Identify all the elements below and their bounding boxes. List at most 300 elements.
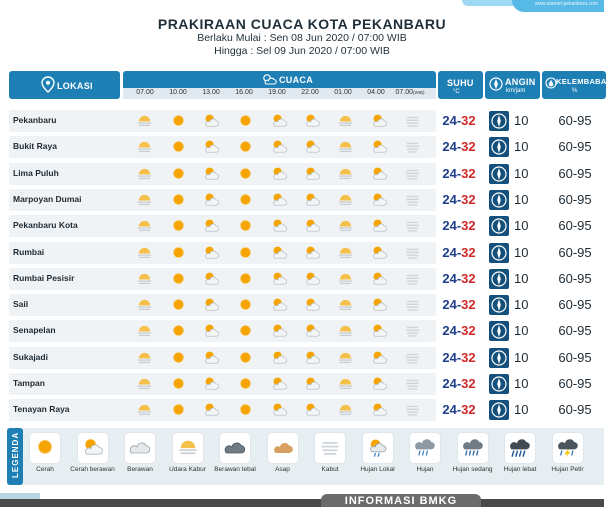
- time-label: 10.00: [169, 89, 187, 96]
- cerah-icon: [170, 271, 187, 287]
- weather-cell: [271, 113, 288, 129]
- weather-cell: [337, 297, 354, 313]
- header-angin-label: ANGIN: [505, 77, 536, 87]
- temp-max: 32: [461, 191, 476, 207]
- udara-kabur-icon: [136, 271, 153, 287]
- weather-cell: [170, 245, 187, 261]
- hujan-lokal-icon: [367, 437, 389, 458]
- udara-kabur-icon: [337, 192, 354, 208]
- legend-label: Hujan: [416, 466, 434, 473]
- udara-kabur-icon: [337, 271, 354, 287]
- temp-max: 32: [461, 218, 476, 234]
- weather-cell: [136, 402, 153, 418]
- location-name: Rumbai Pesisir: [13, 272, 75, 283]
- title-block: [0, 16, 604, 58]
- cerah-berawan-icon: [304, 139, 321, 155]
- kabut-icon: [404, 271, 421, 287]
- udara-kabur-icon: [177, 437, 199, 458]
- cerah-icon: [170, 166, 187, 182]
- temperature: [436, 242, 482, 264]
- table-row: [9, 110, 604, 132]
- kabut-icon: [404, 192, 421, 208]
- weather-cell: [337, 402, 354, 418]
- informasi-bmkg-button[interactable]: INFORMASI BMKG: [321, 494, 481, 507]
- kabut-icon: [404, 139, 421, 155]
- humidity: 60-95: [558, 139, 592, 155]
- location-name: Tenayan Raya: [13, 404, 70, 415]
- weather-cell: [304, 323, 321, 339]
- table-row: [9, 294, 604, 316]
- cerah-berawan-icon: [371, 350, 388, 366]
- udara-kabur-icon: [337, 166, 354, 182]
- weather-cell: [304, 166, 321, 182]
- cerah-berawan-icon: [304, 350, 321, 366]
- valid-from: Berlaku Mulai : Sen 08 Jun 2020 / 07:00 WIB: [197, 32, 407, 44]
- udara-kabur-icon: [337, 297, 354, 313]
- cerah-icon: [170, 245, 187, 261]
- weather-cell: [170, 113, 187, 129]
- site-url: www.stamet-pekanbaru.com: [534, 1, 598, 7]
- wind-direction-icon: [489, 321, 509, 341]
- weather-cell: [371, 402, 388, 418]
- temp-separator: -: [456, 323, 462, 339]
- table-row: [9, 136, 604, 158]
- weather-cell: [304, 113, 321, 129]
- table-row: [9, 320, 604, 342]
- temp-separator: -: [456, 376, 462, 391]
- wind-direction-icon: [489, 137, 509, 157]
- legend: [7, 428, 604, 485]
- compass-icon: [489, 190, 509, 210]
- weather-cell: [371, 139, 388, 155]
- legend-icon-box: [30, 433, 60, 463]
- weather-cell: [203, 402, 220, 418]
- compass-icon: [489, 111, 509, 131]
- legend-icon-box: [315, 433, 345, 463]
- humidity: 60-95: [558, 244, 592, 260]
- legend-label: Cerah: [36, 466, 54, 473]
- weather-cell: [170, 166, 187, 182]
- legend-label: Hujan Petir: [551, 466, 584, 473]
- weather-cell: [304, 218, 321, 234]
- temp-max: 32: [461, 376, 476, 391]
- weather-cell: [337, 323, 354, 339]
- legend-label: Berawan: [127, 466, 153, 473]
- legend-item: [69, 433, 117, 473]
- cerah-berawan-icon: [304, 376, 321, 392]
- cerah-berawan-icon: [271, 113, 288, 129]
- weather-cell: [170, 376, 187, 392]
- wind-direction-icon: [489, 216, 509, 236]
- weather-cell: [203, 113, 220, 129]
- legend-label: Hujan sedang: [452, 466, 493, 473]
- legend-item: [354, 433, 402, 473]
- udara-kabur-icon: [337, 245, 354, 261]
- udara-kabur-icon: [136, 166, 153, 182]
- weather-cell: [237, 402, 254, 418]
- weather-cell: [170, 323, 187, 339]
- humidity: 60-95: [558, 376, 592, 391]
- cerah-berawan-icon: [371, 113, 388, 129]
- header-suhu-label: SUHU: [447, 78, 474, 88]
- time-label: 01.00: [334, 89, 352, 96]
- header-angin-unit: km/jam: [506, 88, 526, 94]
- wind-direction-icon: [489, 243, 509, 263]
- time-label: 22.00: [301, 89, 319, 96]
- udara-kabur-icon: [337, 402, 354, 418]
- time-label: 04.00: [367, 89, 385, 96]
- cerah-icon: [170, 218, 187, 234]
- temperature: [436, 110, 482, 132]
- weather-cell: [271, 376, 288, 392]
- legend-item: [21, 433, 69, 473]
- cerah-berawan-icon: [304, 245, 321, 261]
- location-name: Senapelan: [13, 325, 56, 336]
- cerah-icon: [170, 402, 187, 418]
- cerah-icon: [237, 271, 254, 287]
- weather-cell: [371, 218, 388, 234]
- wind-speed: 10: [514, 165, 529, 181]
- weather-cell: [337, 192, 354, 208]
- weather-cell: [371, 166, 388, 182]
- header-lokasi-label: LOKASI: [57, 81, 93, 91]
- legend-icon-box: [78, 433, 108, 463]
- wind-direction-icon: [489, 400, 509, 420]
- cerah-icon: [170, 376, 187, 392]
- weather-cell: [136, 192, 153, 208]
- temp-max: 32: [461, 323, 476, 339]
- berawan-tebal-icon: [224, 437, 246, 458]
- cerah-berawan-icon: [203, 245, 220, 261]
- header-cuaca: [123, 71, 436, 99]
- legend-label: Asap: [275, 466, 290, 473]
- legend-item: [496, 433, 544, 473]
- location-name: Rumbai: [13, 246, 45, 257]
- weather-cell: [237, 271, 254, 287]
- weather-cell: [271, 297, 288, 313]
- temp-max: 32: [461, 165, 476, 181]
- compass-icon: [489, 374, 509, 394]
- weather-cell: [271, 271, 288, 287]
- cerah-berawan-icon: [203, 402, 220, 418]
- legend-label: Cerah berawan: [70, 466, 115, 473]
- weather-cell: [170, 271, 187, 287]
- compass-icon: [489, 137, 509, 157]
- legend-item: [164, 433, 212, 473]
- cerah-icon: [237, 245, 254, 261]
- weather-cell: [203, 350, 220, 366]
- footer: [0, 493, 604, 507]
- cerah-berawan-icon: [271, 350, 288, 366]
- weather-cell: [404, 376, 421, 392]
- cerah-berawan-icon: [304, 192, 321, 208]
- header-angin: [485, 71, 540, 99]
- legend-icon-box: [363, 433, 393, 463]
- cerah-berawan-icon: [371, 297, 388, 313]
- temp-max: 32: [461, 297, 476, 313]
- cerah-berawan-icon: [203, 271, 220, 287]
- cerah-berawan-icon: [203, 297, 220, 313]
- time-row: [123, 88, 436, 99]
- table-row: [9, 268, 604, 290]
- cerah-icon: [237, 350, 254, 366]
- cerah-icon: [170, 323, 187, 339]
- temp-separator: -: [456, 113, 462, 128]
- weather-cell: [237, 139, 254, 155]
- weather-cell: [304, 376, 321, 392]
- temp-min: 24: [442, 402, 457, 418]
- cerah-berawan-icon: [371, 139, 388, 155]
- wind-speed: 10: [514, 113, 529, 128]
- location-name: Pekanbaru: [13, 115, 57, 125]
- udara-kabur-icon: [136, 323, 153, 339]
- wind-direction-icon: [489, 374, 509, 394]
- legend-item: [211, 433, 259, 473]
- cerah-berawan-icon: [304, 166, 321, 182]
- valid-to: Hingga : Sel 09 Jun 2020 / 07:00 WIB: [214, 45, 390, 57]
- weather-cell: [136, 271, 153, 287]
- temp-separator: -: [456, 191, 462, 207]
- legend-label: Berawan tebal: [214, 466, 256, 473]
- temp-min: 24: [442, 244, 457, 260]
- weather-cell: [337, 350, 354, 366]
- temp-min: 24: [442, 113, 457, 128]
- time-label-last: [385, 89, 435, 96]
- weather-cell: [170, 139, 187, 155]
- weather-cell: [170, 402, 187, 418]
- kabut-icon: [404, 245, 421, 261]
- time-zone-label: (WIB): [413, 90, 425, 95]
- wind-speed: 10: [514, 349, 529, 365]
- wind-speed: 10: [514, 139, 529, 155]
- wind-speed: 10: [514, 270, 529, 286]
- humidity: 60-95: [558, 191, 592, 207]
- temp-separator: -: [456, 297, 462, 313]
- temperature: [436, 136, 482, 158]
- temperature: [436, 399, 482, 421]
- kabut-icon: [404, 113, 421, 129]
- location-name: Lima Puluh: [13, 167, 59, 178]
- temp-max: 32: [461, 270, 476, 286]
- cerah-berawan-icon: [203, 218, 220, 234]
- location-name: Bukit Raya: [13, 141, 57, 152]
- wind-speed: 10: [514, 402, 529, 418]
- cerah-berawan-icon: [203, 376, 220, 392]
- weather-cell: [304, 402, 321, 418]
- temp-max: 32: [461, 349, 476, 365]
- temp-separator: -: [456, 402, 462, 418]
- temp-min: 24: [442, 349, 457, 365]
- cerah-berawan-icon: [371, 192, 388, 208]
- weather-cell: [203, 323, 220, 339]
- temp-separator: -: [456, 244, 462, 260]
- temperature: [436, 373, 482, 395]
- cerah-icon: [237, 166, 254, 182]
- header-kelembaban: [542, 71, 612, 99]
- cerah-berawan-icon: [203, 350, 220, 366]
- cerah-berawan-icon: [203, 139, 220, 155]
- location-name: Tampan: [13, 378, 45, 388]
- weather-cell: [170, 192, 187, 208]
- cerah-berawan-icon: [304, 113, 321, 129]
- table-row: [9, 163, 604, 185]
- legend-item: [306, 433, 354, 473]
- cerah-berawan-icon: [271, 297, 288, 313]
- weather-cell: [304, 271, 321, 287]
- temperature: [436, 189, 482, 211]
- weather-cell: [304, 245, 321, 261]
- weather-cell: [404, 245, 421, 261]
- weather-cell: [271, 402, 288, 418]
- weather-cell: [136, 350, 153, 366]
- temperature: [436, 320, 482, 342]
- weather-cell: [337, 139, 354, 155]
- legend-item: [544, 433, 592, 473]
- weather-cell: [237, 218, 254, 234]
- legend-label: Kabut: [321, 466, 339, 473]
- header-suhu: [438, 71, 483, 99]
- weather-cell: [371, 297, 388, 313]
- legend-item: [259, 433, 307, 473]
- header-cuaca-label: CUACA: [279, 75, 313, 85]
- weather-cell: [237, 245, 254, 261]
- weather-cell: [203, 271, 220, 287]
- humidity: 60-95: [558, 270, 592, 286]
- time-label: 07.00: [395, 89, 414, 96]
- weather-cell: [404, 402, 421, 418]
- udara-kabur-icon: [136, 376, 153, 392]
- table-row: [9, 373, 604, 395]
- cerah-berawan-icon: [371, 218, 388, 234]
- weather-cell: [404, 218, 421, 234]
- legend-label: Hujan lebat: [503, 466, 537, 473]
- cerah-berawan-icon: [271, 376, 288, 392]
- udara-kabur-icon: [337, 323, 354, 339]
- weather-cell: [203, 376, 220, 392]
- compass-icon: [489, 164, 509, 184]
- weather-cell: [304, 192, 321, 208]
- table-row: [9, 242, 604, 264]
- legend-label: Udara Kabur: [169, 466, 206, 473]
- wind-direction-icon: [489, 164, 509, 184]
- temp-separator: -: [456, 165, 462, 181]
- temperature: [436, 347, 482, 369]
- temp-separator: -: [456, 218, 462, 234]
- cerah-berawan-icon: [271, 245, 288, 261]
- cerah-icon: [237, 218, 254, 234]
- table-row: [9, 347, 604, 369]
- legend-icon-box: [173, 433, 203, 463]
- cerah-berawan-icon: [371, 166, 388, 182]
- temp-max: 32: [461, 113, 476, 128]
- hujan-icon: [414, 437, 436, 458]
- legend-title: LEGENDA: [11, 431, 20, 478]
- cerah-icon: [237, 402, 254, 418]
- cerah-berawan-icon: [271, 166, 288, 182]
- weather-cell: [371, 271, 388, 287]
- udara-kabur-icon: [337, 218, 354, 234]
- weather-cell: [404, 297, 421, 313]
- cerah-berawan-icon: [203, 192, 220, 208]
- temp-min: 24: [442, 270, 457, 286]
- weather-cell: [203, 166, 220, 182]
- table-header: [9, 71, 612, 99]
- legend-item: [401, 433, 449, 473]
- temperature: [436, 294, 482, 316]
- weather-cell: [271, 192, 288, 208]
- kabut-icon: [404, 218, 421, 234]
- table-row: [9, 215, 604, 237]
- hujan-lebat-icon: [509, 437, 531, 458]
- hujan-sedang-icon: [462, 437, 484, 458]
- cerah-berawan-icon: [371, 245, 388, 261]
- weather-cell: [304, 139, 321, 155]
- cerah-berawan-icon: [371, 271, 388, 287]
- wind-direction-icon: [489, 190, 509, 210]
- weather-cell: [371, 323, 388, 339]
- cerah-berawan-icon: [304, 402, 321, 418]
- legend-icon-box: [220, 433, 250, 463]
- temperature: [436, 268, 482, 290]
- legend-item: [116, 433, 164, 473]
- weather-cell: [337, 218, 354, 234]
- cerah-berawan-icon: [203, 113, 220, 129]
- compass-icon: [489, 321, 509, 341]
- cerah-icon: [237, 297, 254, 313]
- humidity: 60-95: [558, 402, 592, 418]
- weather-cell: [237, 113, 254, 129]
- weather-cell: [337, 113, 354, 129]
- weather-cell: [271, 245, 288, 261]
- cerah-berawan-icon: [304, 271, 321, 287]
- wind-direction-icon: [489, 269, 509, 289]
- header-suhu-unit: °C: [453, 89, 460, 95]
- weather-cell: [371, 192, 388, 208]
- cerah-berawan-icon: [371, 376, 388, 392]
- wind-speed: 10: [514, 323, 529, 339]
- udara-kabur-icon: [136, 192, 153, 208]
- compass-icon: [489, 400, 509, 420]
- compass-icon: [489, 295, 509, 315]
- weather-cell: [337, 271, 354, 287]
- temp-min: 24: [442, 191, 457, 207]
- compass-icon: [489, 77, 503, 91]
- weather-cell: [136, 376, 153, 392]
- location-pin-icon: [42, 77, 54, 92]
- weather-cell: [237, 350, 254, 366]
- weather-cell: [237, 323, 254, 339]
- cerah-icon: [170, 113, 187, 129]
- compass-icon: [489, 269, 509, 289]
- legend-icon-box: [410, 433, 440, 463]
- legend-icon-box: [553, 433, 583, 463]
- udara-kabur-icon: [136, 139, 153, 155]
- cerah-icon: [237, 376, 254, 392]
- page-title: PRAKIRAAN CUACA KOTA PEKANBARU: [157, 16, 447, 32]
- location-name: Sail: [13, 299, 29, 310]
- cerah-berawan-icon: [371, 323, 388, 339]
- weather-cell: [237, 166, 254, 182]
- weather-cell: [203, 245, 220, 261]
- udara-kabur-icon: [136, 350, 153, 366]
- wind-speed: 10: [514, 244, 529, 260]
- weather-cell: [136, 139, 153, 155]
- location-name: Sukajadi: [13, 351, 48, 362]
- compass-icon: [489, 243, 509, 263]
- cerah-icon: [170, 139, 187, 155]
- temperature: [436, 163, 482, 185]
- temp-max: 32: [461, 244, 476, 260]
